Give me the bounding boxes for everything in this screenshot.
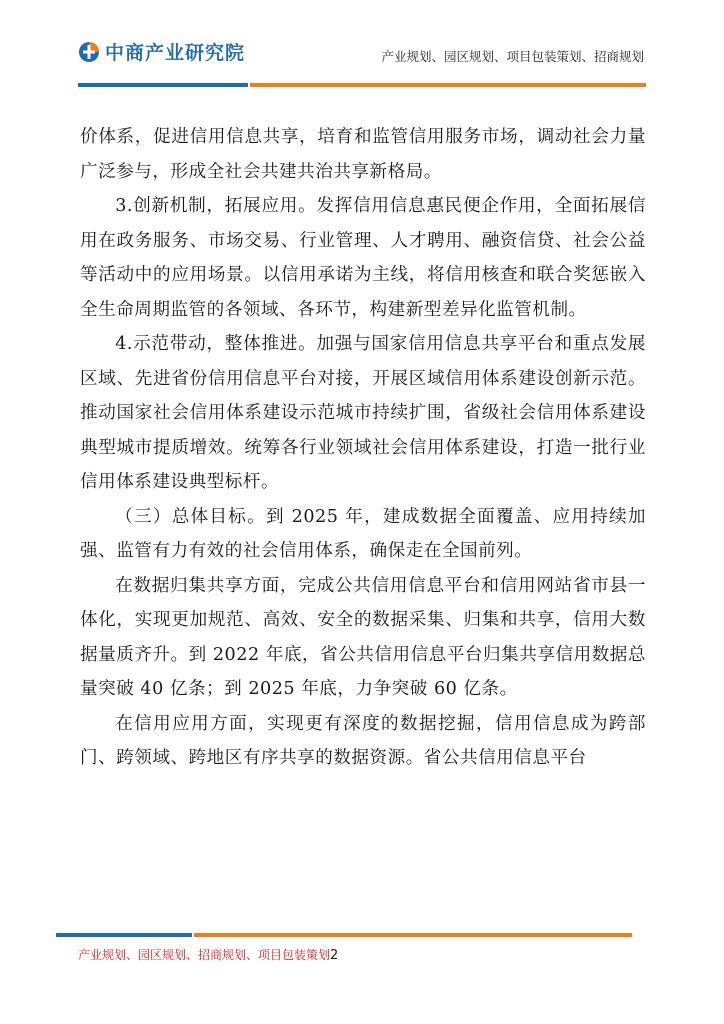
logo-text: 中商产业研究院	[105, 42, 246, 64]
header-tagline: 产业规划、园区规划、项目包装策划、招商规划	[381, 49, 644, 64]
header-rule-blue	[78, 83, 248, 87]
header-rule-orange	[250, 83, 646, 87]
document-body	[80, 120, 646, 776]
footer-tagline: 产业规划、园区规划、招商规划、项目包装策划	[78, 948, 331, 962]
paragraph: （三）总体目标。到 2025 年，建成数据全面覆盖、应用持续加强、监管有力有效的社会信用体系，确保走在全国前列。	[80, 506, 646, 561]
paragraph: 4.示范带动，整体推进。加强与国家信用信息共享平台和重点发展区域、先进省份信用信息平台对接，开展区域信用体系建设创新示范。推动国家社会信用体系建设示范城市持续扩围，省级社会信用体系建设典型城市提质增效。统筹各行业领域社会信用体系建设，打造一批行业信用体系建设典型标杆。	[80, 334, 646, 492]
logo-mark-icon	[78, 41, 100, 63]
paragraph: 在信用应用方面，实现更有深度的数据挖掘，信用信息成为跨部门、跨领域、跨地区有序共享的数据资源。省公共信用信息平台	[80, 713, 646, 768]
logo	[78, 38, 245, 65]
page-number: 2	[330, 948, 339, 963]
footer-rule-blue	[56, 933, 192, 937]
paragraph: 在数据归集共享方面，完成公共信用信息平台和信用网站省市县一体化，实现更加规范、高效、安全的数据采集、归集和共享，信用大数据量质齐升。到 2022 年底，省公共信用信息平台归集共享信用数据总量突破 40 亿条；到 2025 年底，力争突破 60 亿条。	[80, 575, 646, 699]
page-footer	[78, 946, 338, 963]
paragraph: 价体系，促进信用信息共享，培育和监管信用服务市场，调动社会力量广泛参与，形成全社会共建共治共享新格局。	[80, 127, 646, 182]
footer-rule-orange	[194, 933, 632, 937]
page-header	[0, 0, 724, 90]
paragraph: 3.创新机制，拓展应用。发挥信用信息惠民便企作用，全面拓展信用在政务服务、市场交易、行业管理、人才聘用、融资信贷、社会公益等活动中的应用场景。以信用承诺为主线，将信用核查和联合奖惩嵌入全生命周期监管的各领域、各环节，构建新型差异化监管机制。	[80, 196, 646, 320]
